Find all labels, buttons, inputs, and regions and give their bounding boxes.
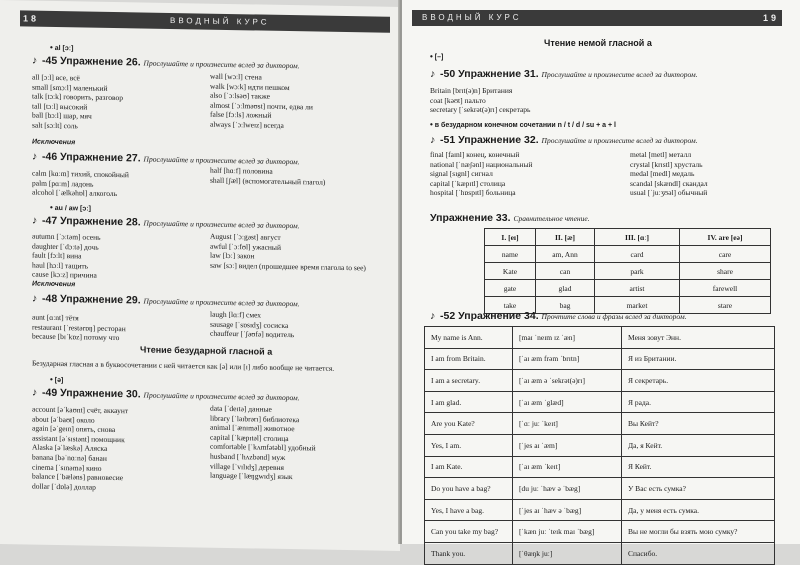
- list-item: scandal [skændl] скандал: [630, 178, 708, 188]
- exercise-29-list-2: [210, 310, 294, 340]
- bullet-icon: •: [50, 42, 53, 52]
- list-item: wall [wɔːl] стена: [210, 71, 262, 82]
- table-cell: У Вас есть сумка?: [622, 478, 775, 500]
- table-cell: [ˈθæŋk juː]: [513, 542, 622, 564]
- list-item: banana [bəˈnɑːnə] банан: [32, 452, 107, 463]
- unstressed-a-title: Чтение безударной гласной а: [140, 344, 273, 357]
- list-item: August [ˈɔːgəst] август: [210, 231, 281, 242]
- table-cell: Меня зовут Энн.: [622, 327, 775, 349]
- list-item: medal [medl] медаль: [630, 169, 695, 179]
- list-item: coat [kəʊt] пальто: [430, 95, 486, 105]
- table-cell: Thank you.: [425, 542, 513, 564]
- table-header-cell: III. [ɑː]: [595, 229, 680, 246]
- table-row: [425, 478, 775, 500]
- exceptions-label: Исключения: [32, 138, 76, 147]
- table-row: [425, 391, 775, 413]
- list-item: walk [wɔːk] идти пешком: [210, 81, 290, 92]
- table-row: [485, 280, 771, 297]
- right-page-number: 19: [762, 13, 779, 23]
- table-cell: [ˈaɪ æm ˈglæd]: [513, 391, 622, 413]
- list-item: because [bɪˈkɒz] потому что: [32, 331, 120, 343]
- table-cell: farewell: [680, 280, 771, 297]
- table-row: [425, 434, 775, 456]
- exercise-30-heading: ♪ -49 Упражнение 30. Прослушайте и произнесите вслед за диктором.: [32, 386, 300, 403]
- list-item: laugh [lɑːf] смех: [210, 309, 262, 320]
- right-header-title: ВВОДНЫЙ КУРС: [422, 13, 522, 22]
- table-cell: Вы Кейт?: [622, 413, 775, 435]
- exercise-26-list-1: [32, 73, 123, 132]
- list-item: library [ˈlaɪbrərɪ] библиотека: [210, 413, 300, 424]
- exercise-26-list-2: [210, 72, 313, 131]
- table-cell: share: [680, 263, 771, 280]
- list-item: half [hɑːf] половина: [210, 165, 273, 176]
- exercise-28-list-2: [210, 232, 366, 273]
- exercise-29-list-1: [32, 313, 126, 343]
- table-cell: Are you Kate?: [425, 413, 513, 435]
- list-item: almost [ˈɔːlməʊst] почти, едва ли: [210, 100, 313, 112]
- list-item: ball [bɔːl] шар, мяч: [32, 110, 92, 121]
- list-item: metal [metl] металл: [630, 150, 692, 159]
- table-cell: Yes, I have a bag.: [425, 499, 513, 521]
- list-item: about [əˈbaʊt] около: [32, 414, 95, 425]
- bullet-icon: •: [50, 202, 53, 212]
- list-item: aunt [ɑːnt] тётя: [32, 312, 79, 323]
- table-header-cell: I. [eɪ]: [485, 229, 536, 246]
- table-row: [485, 263, 771, 280]
- exercise-26-heading: ♪ -45 Упражнение 26. Прослушайте и произнесите вслед за диктором.: [32, 54, 300, 71]
- audio-icon: ♪: [32, 214, 38, 227]
- list-item: account [əˈkaʊnt] счёт, аккаунт: [32, 404, 129, 416]
- list-item: also [ˈɔːlsəʊ] также: [210, 90, 270, 101]
- table-header-row: [485, 229, 771, 246]
- exercise-34-heading: ♪ -52 Упражнение 34. Прочтите слова и фразы вслед за диктором.: [430, 310, 687, 322]
- exercise-30-list-1: [32, 405, 128, 493]
- table-row: [425, 542, 775, 564]
- table-cell: take: [485, 297, 536, 314]
- list-item: sausage [ˈsɒsɪdʒ] сосиска: [210, 319, 289, 330]
- table-cell: [du juː ˈhæv ə ˈbæg]: [513, 478, 622, 500]
- list-item: usual [ˈjuːʒʊəl] обычный: [630, 188, 708, 198]
- table-row: [425, 456, 775, 478]
- list-item: restaurant [ˈrestərɒŋ] ресторан: [32, 322, 126, 333]
- exercise-31-list: [430, 86, 530, 115]
- list-item: law [lɔː] закон: [210, 250, 255, 261]
- list-item: final [faɪnl] конец, конечный: [430, 150, 520, 159]
- audio-icon: ♪: [32, 292, 38, 305]
- list-item: comfortable [ˈkʌmfətəbl] удобный: [210, 442, 316, 453]
- table-cell: card: [595, 246, 680, 263]
- audio-icon: ♪: [32, 54, 38, 67]
- bullet-icon: •: [430, 120, 433, 129]
- table-cell: Я из Британии.: [622, 348, 775, 370]
- table-header-cell: IV. are [eə]: [680, 229, 771, 246]
- audio-icon: ♪: [32, 150, 38, 163]
- phrases-table: [424, 326, 775, 565]
- table-cell: glad: [536, 280, 595, 297]
- list-item: fault [fɔːlt] вина: [32, 250, 82, 261]
- left-header-bar: [20, 10, 390, 32]
- mute-a-title: Чтение немой гласной а: [544, 38, 652, 48]
- list-item: data [ˈdeɪtə] данные: [210, 403, 272, 414]
- list-item: cinema [ˈsɪnəmə] кино: [32, 462, 102, 473]
- list-item: all [ɔːl] все, всё: [32, 72, 80, 83]
- list-item: animal [ˈænɪməl] животное: [210, 422, 295, 434]
- right-page: [402, 0, 800, 558]
- list-item: saw [sɔː] видел (прошедшее время глагола to see): [210, 260, 366, 273]
- table-cell: am, Ann: [536, 246, 595, 263]
- audio-icon: ♪: [430, 68, 436, 80]
- list-item: daughter [ˈdɔːtə] дочь: [32, 241, 99, 252]
- list-item: Alaska [əˈlæskə] Аляска: [32, 442, 108, 454]
- table-cell: I am Kate.: [425, 456, 513, 478]
- table-cell: gate: [485, 280, 536, 297]
- list-item: national [ˈnæʃənl] национальный: [430, 159, 533, 169]
- exercise-28-heading: ♪ -47 Упражнение 28. Прослушайте и произнесите вслед за диктором.: [32, 214, 300, 231]
- table-cell: stare: [680, 297, 771, 314]
- table-cell: Вы не могли бы взять мою сумку?: [622, 521, 775, 543]
- exercise-32-list-1: [430, 150, 533, 198]
- exercise-33-heading: Упражнение 33. Сравнительное чтение.: [430, 212, 590, 224]
- list-item: chauffeur [ˈʃəʊfə] водитель: [210, 328, 295, 340]
- exercise-31-heading: ♪ -50 Упражнение 31. Прослушайте и произнесите вслед за диктором.: [430, 68, 698, 80]
- comparison-table: [484, 228, 771, 314]
- table-cell: [maɪ ˈneɪm ɪz ˈæn]: [513, 327, 622, 349]
- table-cell: Я секретарь.: [622, 370, 775, 392]
- table-cell: Can you take my bag?: [425, 521, 513, 543]
- list-item: dollar [ˈdɒlə] доллар: [32, 481, 96, 492]
- table-cell: Да, у меня есть сумка.: [622, 499, 775, 521]
- list-item: husband [ˈhʌzbənd] муж: [210, 451, 286, 462]
- list-item: always [ˈɔːlweɪz] всегда: [210, 119, 284, 130]
- exercise-32-list-2: [630, 150, 708, 198]
- table-cell: [ˈaɪ æm frəm ˈbrɪtn]: [513, 348, 622, 370]
- table-cell: I am from Britain.: [425, 348, 513, 370]
- exercise-30-list-2: [210, 404, 316, 483]
- list-item: shall [ʃæl] (вспомогательный глагол): [210, 175, 326, 187]
- table-cell: [ˈkæn juː ˈteɪk maɪ ˈbæg]: [513, 521, 622, 543]
- table-cell: Спасибо.: [622, 542, 775, 564]
- table-cell: care: [680, 246, 771, 263]
- audio-icon: ♪: [32, 386, 38, 399]
- table-cell: can: [536, 263, 595, 280]
- table-cell: artist: [595, 280, 680, 297]
- table-cell: [ˈɑː juː ˈkeɪt]: [513, 413, 622, 435]
- audio-icon: ♪: [430, 310, 436, 322]
- table-row: [425, 521, 775, 543]
- table-cell: [ˈaɪ æm ˈkeɪt]: [513, 456, 622, 478]
- exercise-27-list-1: [32, 169, 129, 199]
- mute-label: [–]: [434, 54, 444, 61]
- combination-label: в безударном конечном сочетании n / t / d / su + a + l: [434, 122, 616, 129]
- exceptions-label: Исключения: [32, 280, 76, 289]
- table-cell: [ˈaɪ æm ə ˈsekrət(ə)rɪ]: [513, 370, 622, 392]
- list-item: crystal [krɪstl] хрусталь: [630, 159, 703, 169]
- list-item: salt [sɔːlt] соль: [32, 120, 78, 131]
- left-page-number: 18: [23, 13, 40, 24]
- list-item: balance [ˈbæləns] равновесие: [32, 471, 124, 483]
- table-cell: Да, я Кейт.: [622, 434, 775, 456]
- exercise-29-heading: ♪ -48 Упражнение 29. Прослушайте и произнесите вслед за диктором.: [32, 292, 300, 309]
- exercise-28-list-1: [32, 232, 101, 281]
- table-cell: I am a secretary.: [425, 370, 513, 392]
- bullet-icon: •: [430, 52, 433, 61]
- table-header-cell: II. [æ]: [536, 229, 595, 246]
- exercise-27-heading: ♪ -46 Упражнение 27. Прослушайте и произнесите вслед за диктором.: [32, 150, 300, 167]
- list-item: talk [tɔːk] говорить, разговор: [32, 91, 123, 103]
- table-cell: Do you have a bag?: [425, 478, 513, 500]
- list-item: language [ˈlæŋgwɪdʒ] язык: [210, 470, 293, 482]
- au-label: au / aw [ɔː]: [54, 204, 91, 213]
- list-item: alcohol [ˈælkəhɒl] алкоголь: [32, 187, 118, 199]
- list-item: haul [hɔːl] тащить: [32, 260, 89, 271]
- right-header-bar: [412, 10, 782, 26]
- list-item: Britain [brɪt(ə)n] Британия: [430, 86, 513, 95]
- table-row: [425, 348, 775, 370]
- list-item: small [smɔːl] маленький: [32, 82, 108, 93]
- list-item: capital [ˈkæpɪtl] столица: [430, 178, 506, 188]
- left-header-title: ВВОДНЫЙ КУРС: [170, 15, 270, 27]
- table-cell: [ˈjes aɪ ˈhæv ə ˈbæg]: [513, 499, 622, 521]
- table-row: [425, 499, 775, 521]
- list-item: assistant [əˈsɪstənt] помощник: [32, 433, 125, 444]
- table-cell: name: [485, 246, 536, 263]
- table-row: [425, 327, 775, 349]
- list-item: calm [kɑːm] тихий, спокойный: [32, 168, 129, 180]
- list-item: hospital [ˈhɒspɪtl] больница: [430, 188, 516, 198]
- list-item: autumn [ˈɔːtəm] осень: [32, 231, 101, 242]
- table-cell: Yes, I am.: [425, 434, 513, 456]
- table-cell: market: [595, 297, 680, 314]
- list-item: false [fɔːls] ложный: [210, 110, 272, 121]
- table-cell: I am glad.: [425, 391, 513, 413]
- list-item: capital [ˈkæpɪtəl] столица: [210, 432, 289, 443]
- table-cell: bag: [536, 297, 595, 314]
- list-item: palm [pɑːm] ладонь: [32, 178, 94, 189]
- left-page: [0, 0, 400, 551]
- schwa-label: [ə]: [54, 376, 64, 385]
- audio-icon: ♪: [430, 134, 436, 146]
- table-cell: Kate: [485, 263, 536, 280]
- table-row: [485, 246, 771, 263]
- table-row: [425, 413, 775, 435]
- list-item: awful [ˈɔːfʊl] ужасный: [210, 241, 281, 252]
- table-cell: Я Кейт.: [622, 456, 775, 478]
- list-item: village [ˈvɪlɪdʒ] деревня: [210, 461, 284, 472]
- list-item: signal [sɪgnl] сигнал: [430, 169, 493, 179]
- list-item: tall [tɔːl] высокий: [32, 101, 88, 112]
- exercise-27-list-2: [210, 166, 325, 187]
- table-cell: [ˈjes aɪ ˈæm]: [513, 434, 622, 456]
- unstressed-a-text: Безударная гласная а в буквосочетании с ней читается как [ə] или [ɪ] либо вообще не читается.: [32, 358, 335, 373]
- list-item: again [əˈgeɪn] опять, снова: [32, 423, 116, 435]
- exercise-32-heading: ♪ -51 Упражнение 32. Прослушайте и произнесите вслед за диктором.: [430, 134, 698, 146]
- table-cell: Я рада.: [622, 391, 775, 413]
- bullet-icon: •: [50, 374, 53, 384]
- al-label: al [ɔː]: [54, 44, 74, 53]
- table-cell: My name is Ann.: [425, 327, 513, 349]
- table-row: [425, 370, 775, 392]
- list-item: secretary [ˈsekrət(ə)rɪ] секретарь: [430, 105, 531, 115]
- table-cell: park: [595, 263, 680, 280]
- list-item: cause [kɔːz] причина: [32, 269, 97, 281]
